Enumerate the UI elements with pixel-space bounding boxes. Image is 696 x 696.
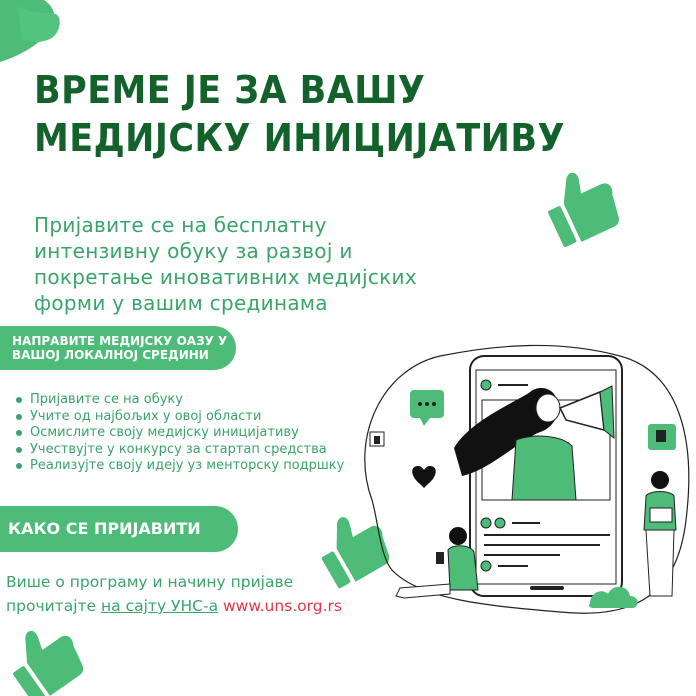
uns-site-link[interactable]: на сајту УНС-а: [101, 597, 219, 615]
uns-url-link[interactable]: www.uns.org.rs: [223, 597, 342, 615]
list-item: Пријавите се на обуку: [10, 392, 344, 409]
list-item: Осмислите своју медијску иницијативу: [10, 425, 344, 442]
list-item: Учите од најбољих у овој области: [10, 409, 344, 426]
info-line-1: Више о програму и начину пријаве: [6, 573, 294, 591]
info-text: [6, 570, 342, 618]
chat-bubble-icon: [410, 390, 444, 426]
man-sitting-illustration: [396, 527, 478, 598]
page-title: [34, 66, 565, 162]
thumbs-up-icon: [537, 160, 627, 249]
thumbs-up-icon: [0, 614, 91, 696]
thumbs-up-icon: [648, 424, 676, 450]
heart-icon: [412, 466, 436, 488]
apply-heading: КАКО СЕ ПРИЈАВИТИ: [0, 506, 238, 552]
steps-list: [10, 392, 344, 475]
list-item: Учествујте у конкурсу за стартап средства: [10, 442, 344, 459]
title-line-1: ВРЕМЕ ЈЕ ЗА ВАШУ: [34, 68, 426, 112]
title-line-2: МЕДИЈСКУ ИНИЦИЈАТИВУ: [34, 116, 565, 160]
list-item: Реализујте своју идеју уз менторску подршку: [10, 458, 344, 475]
oasis-banner: [0, 326, 236, 370]
woman-laptop-illustration: [644, 471, 676, 596]
info-prefix: прочитајте: [6, 597, 97, 615]
subtitle: Пријавите се на бесплатну интензивну обуку за развој и покретање иновативних медијских форми у вашим срединама: [34, 213, 417, 315]
banner-line-1: НАПРАВИТЕ МЕДИЈСКУ ОАЗУ У: [12, 334, 228, 348]
thumbs-up-icon: [370, 432, 384, 446]
thumbs-up-icon: [0, 0, 60, 62]
info-line-2: [6, 594, 342, 618]
banner-line-2: ВАШОЈ ЛОКАЛНОЈ СРЕДИНИ: [12, 348, 209, 362]
